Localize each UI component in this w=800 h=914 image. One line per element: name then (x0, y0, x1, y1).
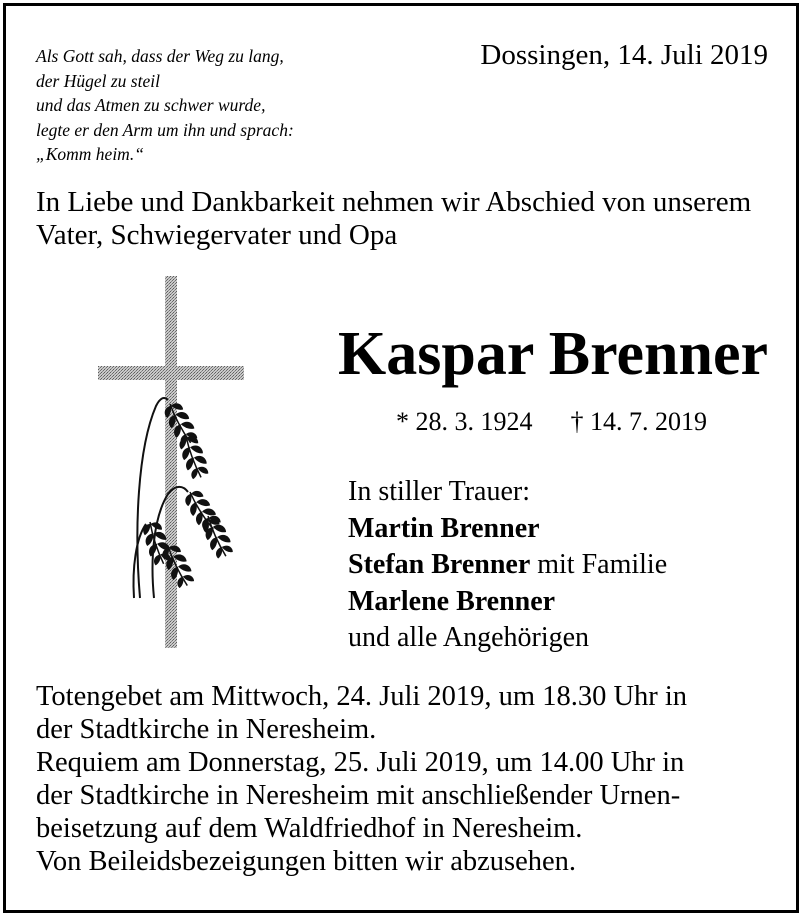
cross-vertical-beam (165, 276, 177, 648)
poem-line: legte er den Arm um ihn und sprach: (36, 119, 294, 140)
birth-date: * 28. 3. 1924 (396, 407, 533, 436)
cross-with-wheat-ears-icon (88, 268, 248, 655)
service-line: beisetzung auf dem Waldfriedhof in Neresheim. (36, 813, 583, 844)
service-line: der Stadtkirche in Neresheim. (36, 714, 377, 745)
intro-line: Vater, Schwiegervater und Opa (36, 219, 398, 251)
service-line: der Stadtkirche in Neresheim mit anschließender Urnen- (36, 780, 681, 811)
mourners-list (348, 474, 667, 657)
poem (36, 44, 294, 167)
mourners-heading: In stiller Trauer: (348, 476, 530, 507)
mourner-name: Martin Brenner (348, 512, 540, 544)
poem-line: und das Atmen zu schwer wurde, (36, 95, 266, 115)
poem-line: „Komm heim.“ (36, 144, 144, 164)
death-date: † 14. 7. 2019 (570, 407, 707, 436)
mourner-suffix: mit Familie (530, 549, 668, 580)
mourners-closing: und alle Angehörigen (348, 622, 590, 653)
place-and-date: Dossingen, 14. Juli 2019 (480, 39, 768, 71)
life-dates (396, 406, 707, 438)
mourner-name: Stefan Brenner (348, 549, 531, 580)
mourner-name: Marlene Brenner (348, 585, 556, 617)
wheat-ears (134, 398, 236, 598)
poem-line: der Hügel zu steil (36, 70, 160, 91)
cross-horizontal-beam (98, 366, 244, 380)
service-details (36, 680, 687, 878)
intro-text (36, 186, 751, 252)
deceased-name: Kaspar Brenner (337, 320, 768, 388)
intro-line: In Liebe und Dankbarkeit nehmen wir Abschied von unserem (36, 186, 752, 218)
service-line: Von Beileidsbezeigungen bitten wir abzusehen. (36, 846, 577, 877)
obituary-notice (3, 3, 799, 913)
poem-line: Als Gott sah, dass der Weg zu lang, (36, 46, 284, 66)
service-line: Requiem am Donnerstag, 25. Juli 2019, um 14.00 Uhr in (36, 747, 685, 778)
service-line: Totengebet am Mittwoch, 24. Juli 2019, um 18.30 Uhr in (36, 681, 688, 712)
